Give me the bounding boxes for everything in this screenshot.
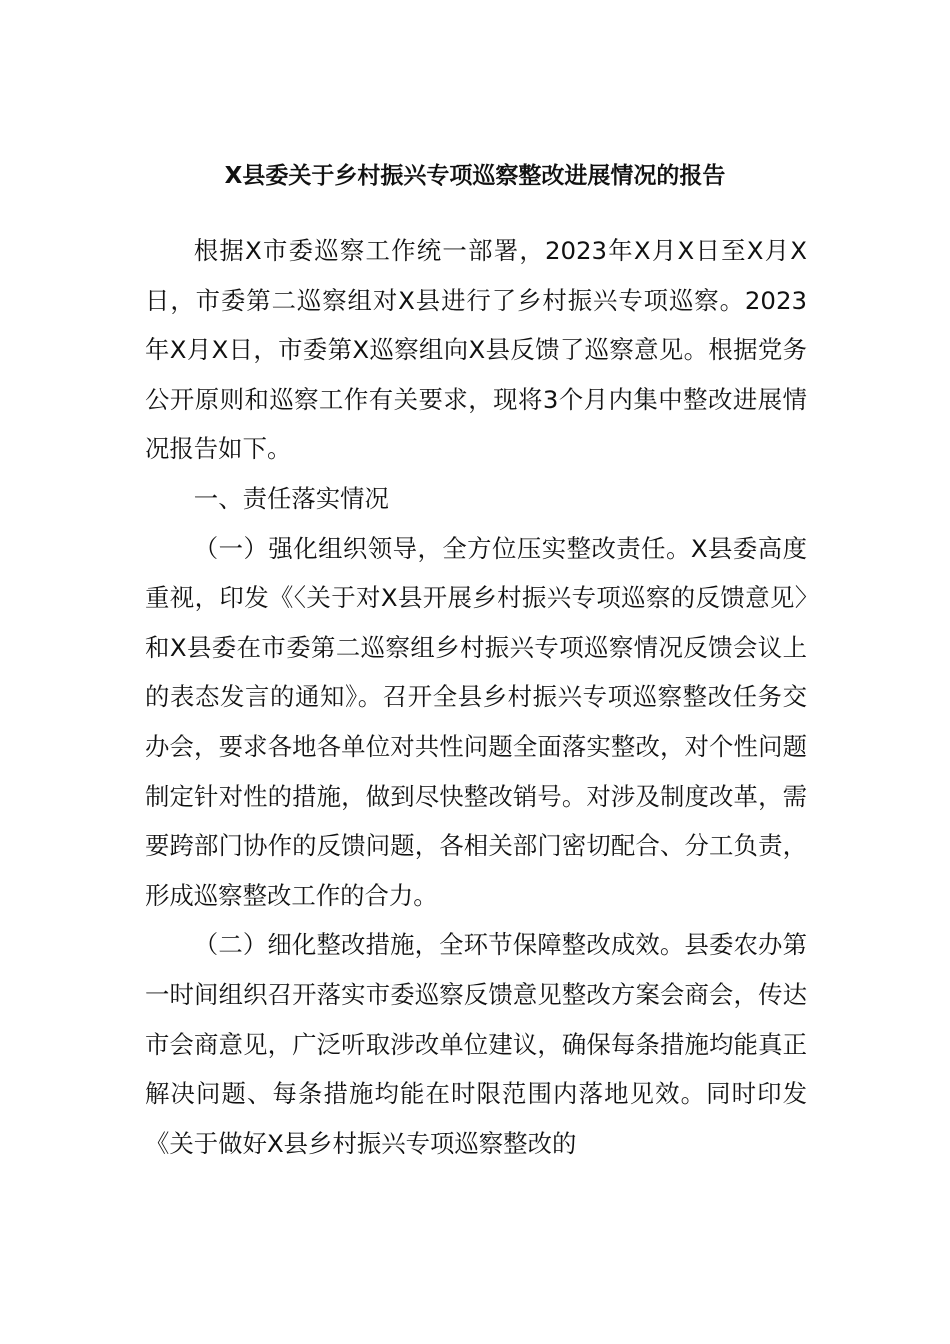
document-body [145,226,807,1168]
paragraph-intro: 根据X市委巡察工作统一部署，2023年X月X日至X月X日，市委第二巡察组对X县进行了乡村振兴专项巡察。2023年X月X日，市委第X巡察组向X县反馈了巡察意见。根据党务公开原则和巡察工作有关要求，现将3个月内集中整改进展情况报告如下。 [145,236,807,464]
paragraph-organization-leadership: （一）强化组织领导，全方位压实整改责任。X县委高度重视，印发《〈关于对X县开展乡村振兴专项巡察的反馈意见〉和X县委在市委第二巡察组乡村振兴专项巡察情况反馈会议上的表态发言的通知》。召开全县乡村振兴专项巡察整改任务交办会，要求各地各单位对共性问题全面落实整改，对个性问题制定针对性的措施，做到尽快整改销号。对涉及制度改革，需要跨部门协作的反馈问题，各相关部门密切配合、分工负责，形成巡察整改工作的合力。 [145,533,807,910]
document-title: X县委关于乡村振兴专项巡察整改进展情况的报告 [224,163,726,189]
section-heading-responsibility: 一、责任落实情况 [193,483,389,513]
paragraph-rectification-measures: （二）细化整改措施，全环节保障整改成效。县委农办第一时间组织召开落实市委巡察反馈意见整改方案会商会，传达市会商意见，广泛听取涉改单位建议，确保每条措施均能真正解决问题、每条措施均能在时限范围内落地见效。同时印发《关于做好X县乡村振兴专项巡察整改的 [145,930,807,1158]
